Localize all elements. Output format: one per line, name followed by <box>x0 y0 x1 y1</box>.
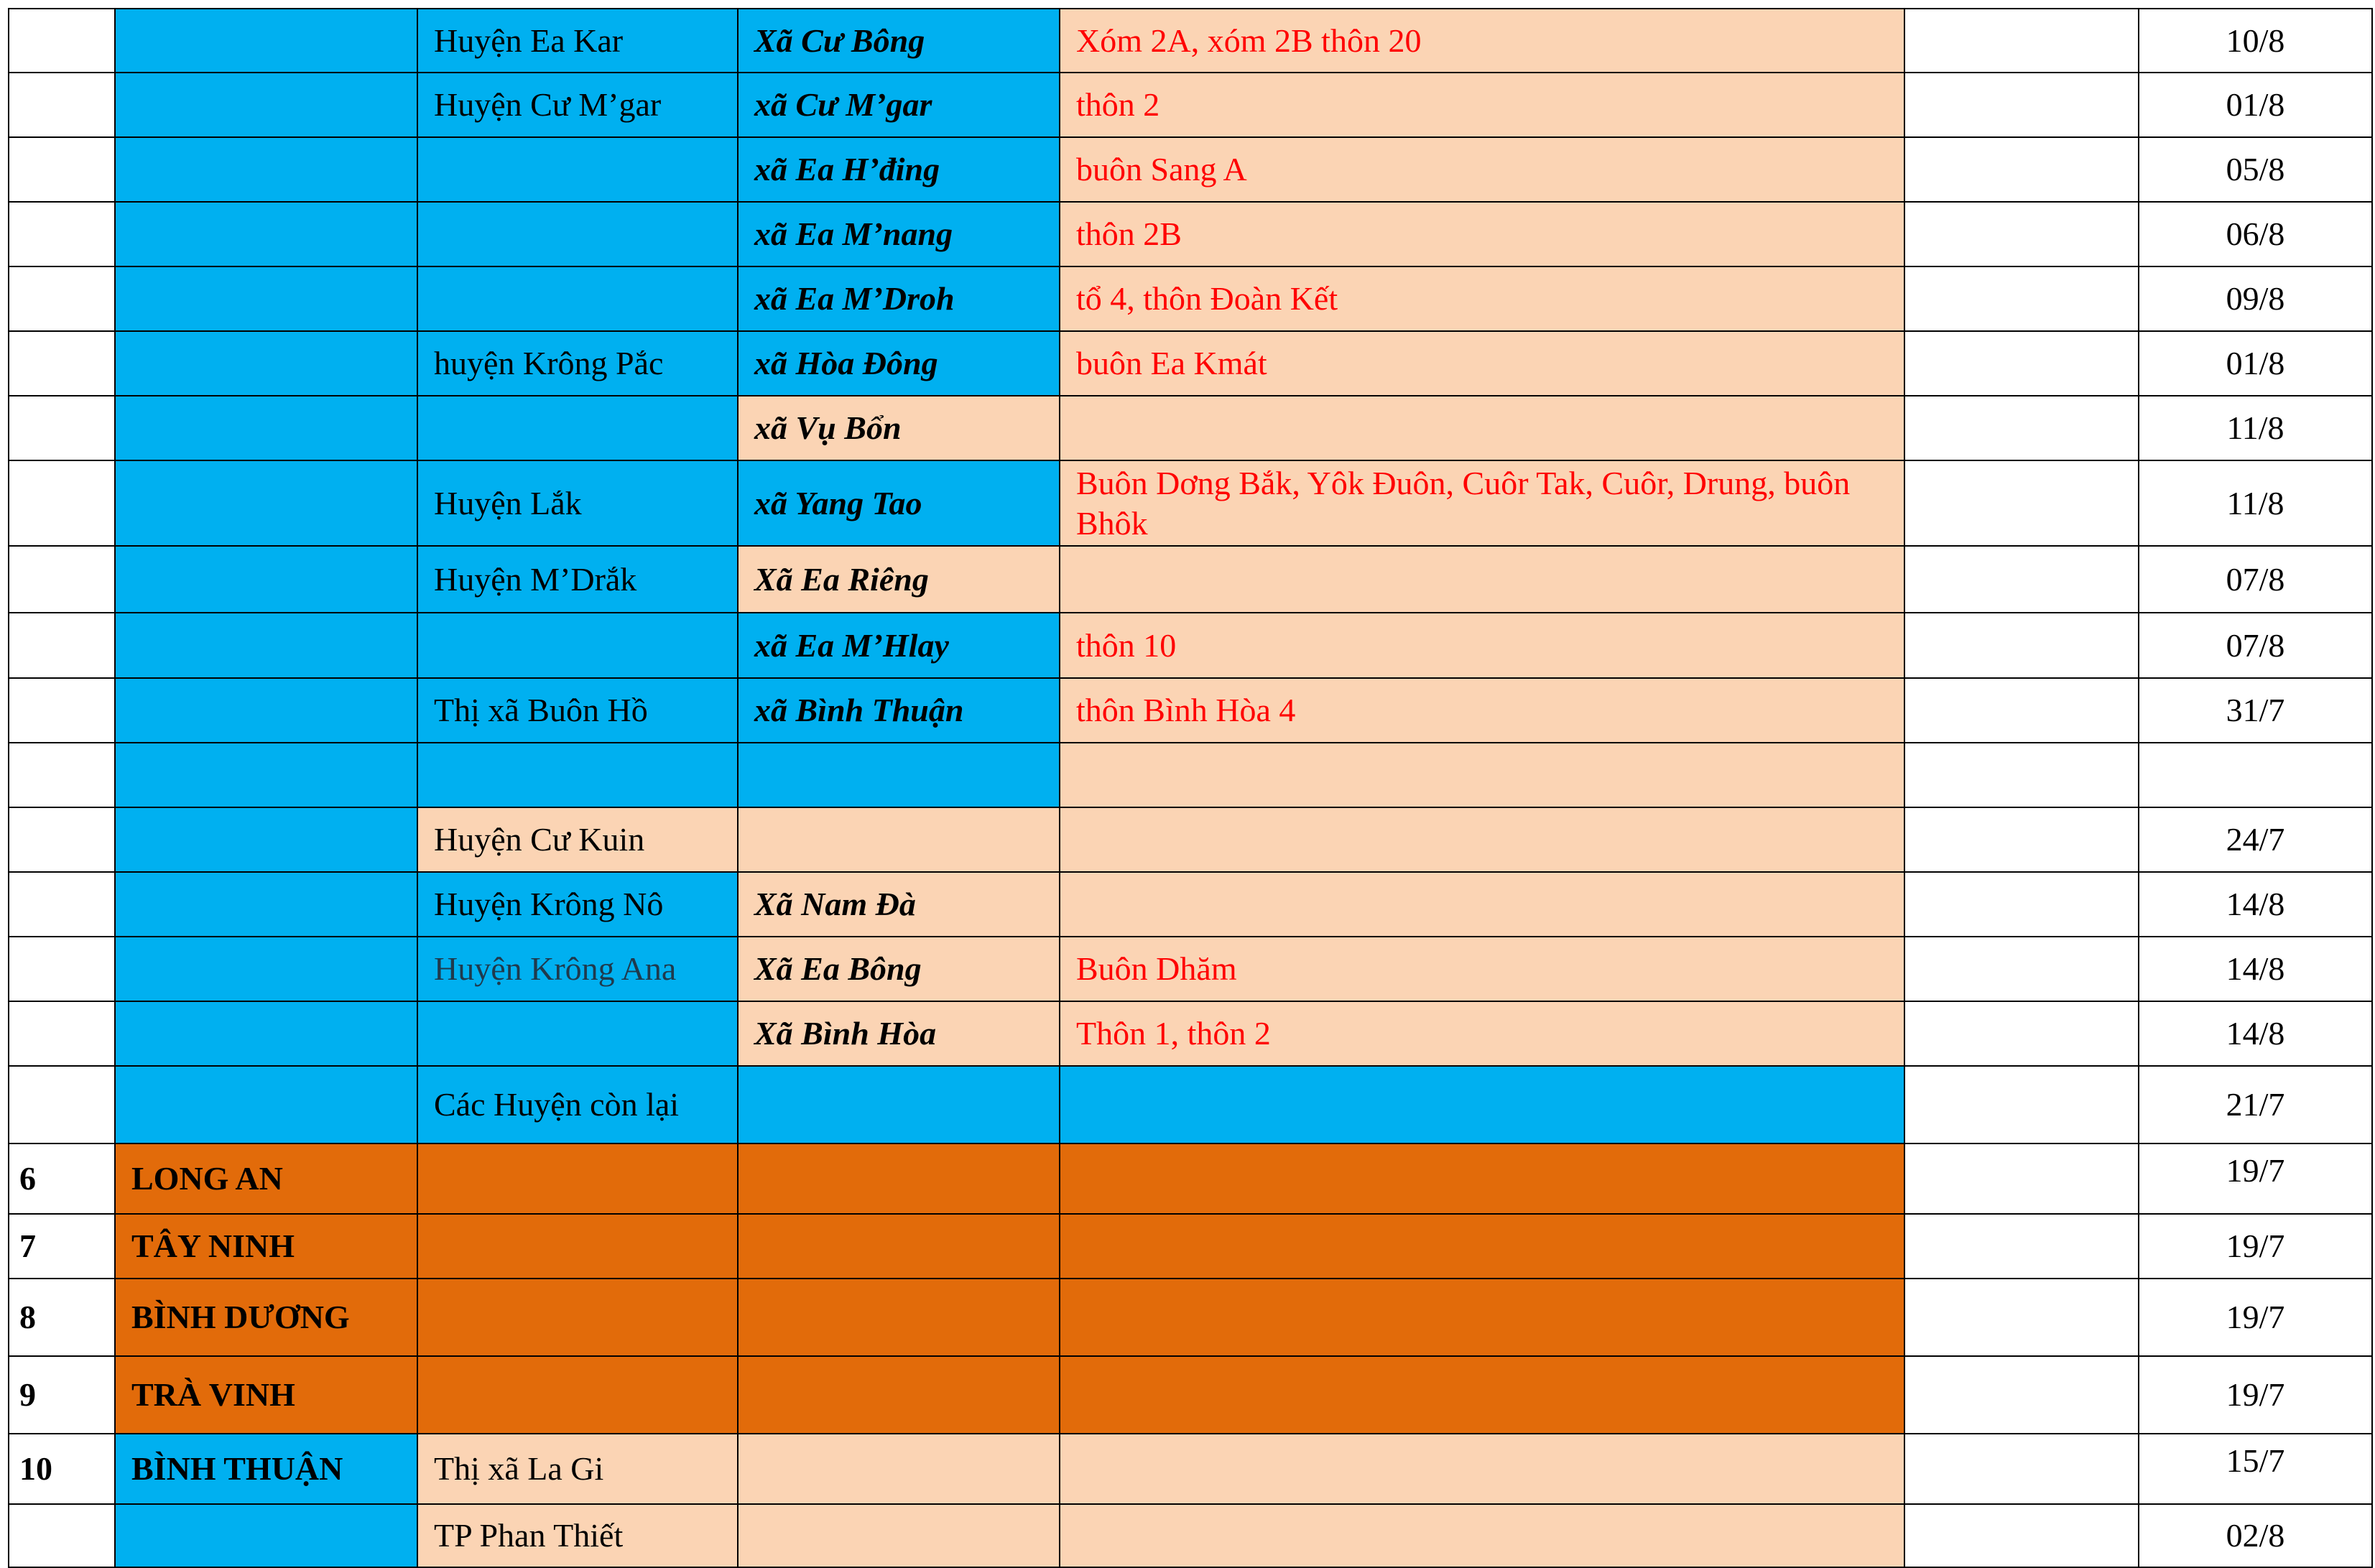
blank-cell <box>1904 137 2139 202</box>
table-row <box>9 743 2372 807</box>
province-cell <box>115 1066 417 1143</box>
district-cell: Các Huyện còn lại <box>417 1066 738 1143</box>
province-cell <box>115 678 417 743</box>
blank-cell <box>1904 331 2139 396</box>
district-cell: Huyện M’Drắk <box>417 546 738 613</box>
blank-cell <box>1904 1279 2139 1356</box>
village-cell: Xóm 2A, xóm 2B thôn 20 <box>1060 9 1904 73</box>
table-row <box>9 1066 2372 1143</box>
village-cell: buôn Ea Kmát <box>1060 331 1904 396</box>
province-cell <box>115 73 417 137</box>
province-cell <box>115 546 417 613</box>
district-cell <box>417 202 738 266</box>
village-cell <box>1060 1279 1904 1356</box>
village-cell <box>1060 1434 1904 1504</box>
date-cell: 07/8 <box>2139 546 2372 613</box>
province-name: BÌNH THUẬN <box>115 1434 417 1504</box>
commune-cell <box>738 1434 1060 1504</box>
province-name: LONG AN <box>115 1143 417 1214</box>
district-cell: TP Phan Thiết <box>417 1504 738 1567</box>
commune-cell: xã Ea M’Droh <box>738 266 1060 331</box>
province-cell <box>115 460 417 546</box>
district-cell <box>417 1143 738 1214</box>
commune-cell: xã Ea M’Hlay <box>738 613 1060 678</box>
blank-cell <box>1904 266 2139 331</box>
commune-cell: xã Vụ Bổn <box>738 396 1060 460</box>
blank-cell <box>1904 460 2139 546</box>
table-row <box>9 396 2372 460</box>
blank-cell <box>1904 743 2139 807</box>
date-cell: 05/8 <box>2139 137 2372 202</box>
commune-cell <box>738 743 1060 807</box>
commune-cell <box>738 1214 1060 1279</box>
village-cell: Thôn 1, thôn 2 <box>1060 1001 1904 1066</box>
blank-cell <box>1904 546 2139 613</box>
village-cell: thôn Bình Hòa 4 <box>1060 678 1904 743</box>
commune-cell <box>738 1143 1060 1214</box>
district-cell: Huyện Lắk <box>417 460 738 546</box>
province-cell <box>115 743 417 807</box>
district-cell <box>417 743 738 807</box>
village-cell <box>1060 872 1904 937</box>
district-cell <box>417 266 738 331</box>
commune-cell: xã Cư M’gar <box>738 73 1060 137</box>
stt-cell <box>9 202 115 266</box>
province-number: 7 <box>9 1214 115 1279</box>
province-number: 10 <box>9 1434 115 1504</box>
stt-cell <box>9 1001 115 1066</box>
village-cell: thôn 10 <box>1060 613 1904 678</box>
stt-cell <box>9 137 115 202</box>
date-cell: 09/8 <box>2139 266 2372 331</box>
commune-cell: xã Ea H’đing <box>738 137 1060 202</box>
stt-cell <box>9 396 115 460</box>
district-cell: Thị xã La Gi <box>417 1434 738 1504</box>
province-cell <box>115 937 417 1001</box>
district-cell: Huyện Cư Kuin <box>417 807 738 872</box>
date-cell: 19/7 <box>2139 1356 2372 1434</box>
table-row <box>9 1001 2372 1066</box>
village-cell <box>1060 807 1904 872</box>
blank-cell <box>1904 937 2139 1001</box>
commune-cell: Xã Bình Hòa <box>738 1001 1060 1066</box>
district-cell: huyện Krông Pắc <box>417 331 738 396</box>
table-row <box>9 73 2372 137</box>
stt-cell <box>9 937 115 1001</box>
blank-cell <box>1904 872 2139 937</box>
village-cell: Buôn Dhăm <box>1060 937 1904 1001</box>
stt-cell <box>9 1066 115 1143</box>
blank-cell <box>1904 613 2139 678</box>
district-cell <box>417 1214 738 1279</box>
table-row <box>9 460 2372 546</box>
blank-cell <box>1904 9 2139 73</box>
date-cell: 19/7 <box>2139 1279 2372 1356</box>
province-cell <box>115 266 417 331</box>
district-cell: Huyện Cư M’gar <box>417 73 738 137</box>
table-row <box>9 1504 2372 1567</box>
province-row <box>9 1279 2372 1356</box>
commune-cell <box>738 807 1060 872</box>
village-cell: Buôn Dơng Bắk, Yôk Đuôn, Cuôr Tak, Cuôr, Drung, buôn Bhôk <box>1060 460 1904 546</box>
village-cell: thôn 2B <box>1060 202 1904 266</box>
province-cell <box>115 331 417 396</box>
commune-cell <box>738 1356 1060 1434</box>
date-cell: 14/8 <box>2139 872 2372 937</box>
province-cell <box>115 807 417 872</box>
date-cell: 31/7 <box>2139 678 2372 743</box>
table-row <box>9 807 2372 872</box>
district-cell: Thị xã Buôn Hồ <box>417 678 738 743</box>
commune-cell: Xã Ea Riêng <box>738 546 1060 613</box>
province-row <box>9 1214 2372 1279</box>
district-cell: Huyện Ea Kar <box>417 9 738 73</box>
village-cell <box>1060 1356 1904 1434</box>
village-cell <box>1060 546 1904 613</box>
table-row <box>9 331 2372 396</box>
stt-cell <box>9 460 115 546</box>
village-cell <box>1060 1143 1904 1214</box>
district-cell <box>417 1001 738 1066</box>
blank-cell <box>1904 73 2139 137</box>
blank-cell <box>1904 1504 2139 1567</box>
table-row <box>9 546 2372 613</box>
commune-cell <box>738 1279 1060 1356</box>
stt-cell <box>9 872 115 937</box>
province-cell <box>115 613 417 678</box>
blank-cell <box>1904 1214 2139 1279</box>
province-number: 9 <box>9 1356 115 1434</box>
date-cell: 11/8 <box>2139 396 2372 460</box>
province-number: 8 <box>9 1279 115 1356</box>
date-cell: 10/8 <box>2139 9 2372 73</box>
stt-cell <box>9 613 115 678</box>
commune-cell: Xã Ea Bông <box>738 937 1060 1001</box>
date-cell: 07/8 <box>2139 613 2372 678</box>
schedule-table <box>8 8 2373 1568</box>
commune-cell <box>738 1066 1060 1143</box>
commune-cell: xã Ea M’nang <box>738 202 1060 266</box>
village-cell: buôn Sang A <box>1060 137 1904 202</box>
date-cell: 11/8 <box>2139 460 2372 546</box>
stt-cell <box>9 266 115 331</box>
date-cell: 02/8 <box>2139 1504 2372 1567</box>
district-cell: Huyện Krông Nô <box>417 872 738 937</box>
province-cell <box>115 872 417 937</box>
village-cell: tổ 4, thôn Đoàn Kết <box>1060 266 1904 331</box>
province-cell <box>115 137 417 202</box>
province-cell <box>115 1001 417 1066</box>
district-cell: Huyện Krông Ana <box>417 937 738 1001</box>
province-cell <box>115 396 417 460</box>
stt-cell <box>9 807 115 872</box>
commune-cell: xã Yang Tao <box>738 460 1060 546</box>
province-name: TRÀ VINH <box>115 1356 417 1434</box>
province-row <box>9 1434 2372 1504</box>
village-cell <box>1060 743 1904 807</box>
blank-cell <box>1904 1143 2139 1214</box>
date-cell <box>2139 743 2372 807</box>
village-cell <box>1060 396 1904 460</box>
stt-cell <box>9 1504 115 1567</box>
village-cell <box>1060 1504 1904 1567</box>
stt-cell <box>9 73 115 137</box>
commune-cell: Xã Cư Bông <box>738 9 1060 73</box>
stt-cell <box>9 331 115 396</box>
province-cell <box>115 1504 417 1567</box>
stt-cell <box>9 546 115 613</box>
stt-cell <box>9 9 115 73</box>
table-row <box>9 202 2372 266</box>
village-cell: thôn 2 <box>1060 73 1904 137</box>
province-name: TÂY NINH <box>115 1214 417 1279</box>
blank-cell <box>1904 1356 2139 1434</box>
province-name: BÌNH DƯƠNG <box>115 1279 417 1356</box>
commune-cell: Xã Nam Đà <box>738 872 1060 937</box>
stt-cell <box>9 743 115 807</box>
date-cell: 01/8 <box>2139 73 2372 137</box>
commune-cell: xã Bình Thuận <box>738 678 1060 743</box>
district-cell <box>417 1279 738 1356</box>
table-row <box>9 937 2372 1001</box>
district-cell <box>417 613 738 678</box>
table-row <box>9 872 2372 937</box>
commune-cell <box>738 1504 1060 1567</box>
blank-cell <box>1904 1434 2139 1504</box>
district-cell <box>417 1356 738 1434</box>
date-cell: 19/7 <box>2139 1143 2372 1214</box>
date-cell: 24/7 <box>2139 807 2372 872</box>
table-row <box>9 266 2372 331</box>
province-row <box>9 1143 2372 1214</box>
blank-cell <box>1904 396 2139 460</box>
blank-cell <box>1904 1001 2139 1066</box>
date-cell: 14/8 <box>2139 937 2372 1001</box>
table-row <box>9 137 2372 202</box>
date-cell: 19/7 <box>2139 1214 2372 1279</box>
blank-cell <box>1904 678 2139 743</box>
date-cell: 01/8 <box>2139 331 2372 396</box>
province-cell <box>115 202 417 266</box>
district-cell <box>417 137 738 202</box>
date-cell: 21/7 <box>2139 1066 2372 1143</box>
date-cell: 14/8 <box>2139 1001 2372 1066</box>
commune-cell: xã Hòa Đông <box>738 331 1060 396</box>
table-row <box>9 613 2372 678</box>
blank-cell <box>1904 202 2139 266</box>
date-cell: 15/7 <box>2139 1434 2372 1504</box>
table-row <box>9 678 2372 743</box>
date-cell: 06/8 <box>2139 202 2372 266</box>
table-row <box>9 9 2372 73</box>
province-number: 6 <box>9 1143 115 1214</box>
stt-cell <box>9 678 115 743</box>
blank-cell <box>1904 807 2139 872</box>
village-cell <box>1060 1214 1904 1279</box>
district-cell <box>417 396 738 460</box>
blank-cell <box>1904 1066 2139 1143</box>
village-cell <box>1060 1066 1904 1143</box>
province-cell <box>115 9 417 73</box>
province-row <box>9 1356 2372 1434</box>
